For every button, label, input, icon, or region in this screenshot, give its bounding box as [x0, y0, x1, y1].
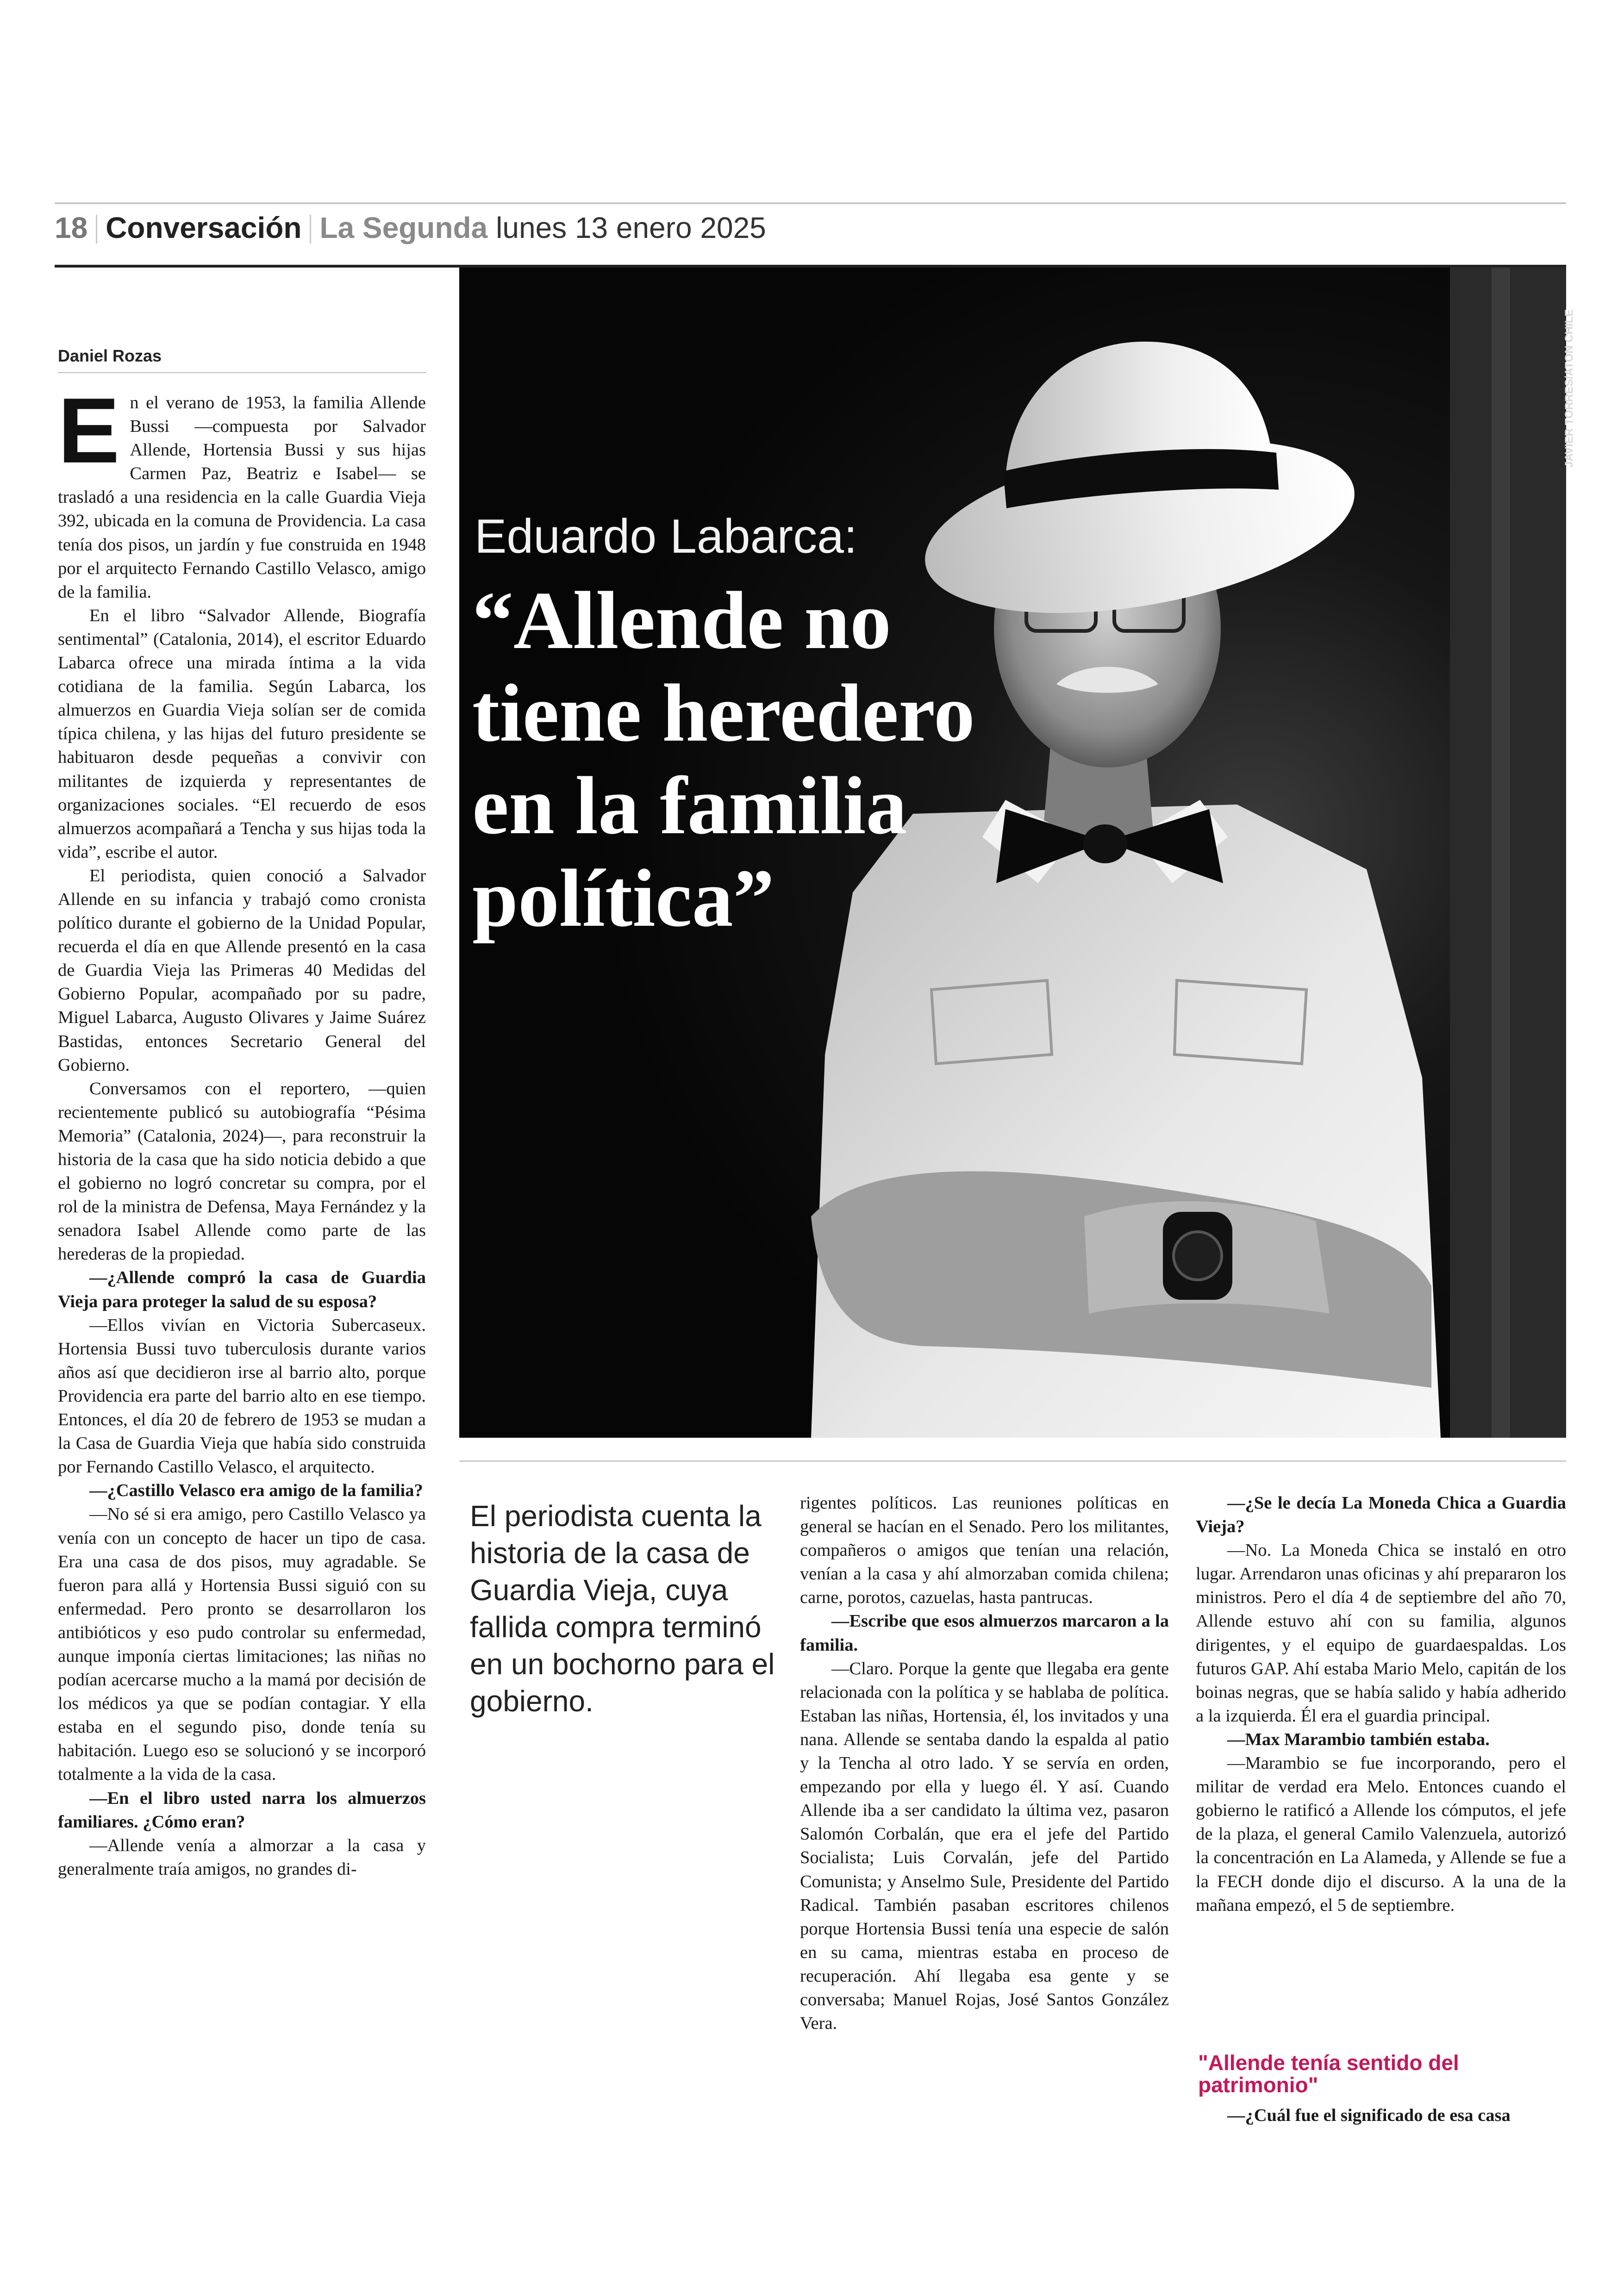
- interview-question: —¿Castillo Velasco era amigo de la familia?: [89, 1481, 423, 1501]
- title-kicker: Eduardo Labarca:: [475, 510, 857, 563]
- article-column-2: [800, 1491, 1169, 2035]
- headline: “Allende no tiene heredero en la familia política”: [472, 574, 975, 944]
- paragraph: El periodista, quien conoció a Salvador Allende en su infancia y trabajó como cronista político durante el gobierno de la Unidad Popular, recuerda el día en que Allende presentó en la casa de Guardia Vieja las Primeras 40 Medidas del Gobierno Popular, acompañado por su padre, Miguel Labarca, Augusto Olivares y Jaime Suárez Bastidas, entonces Secretario General del Gobierno.: [58, 866, 426, 1075]
- paragraph: En el libro “Salvador Allende, Biografía sentimental” (Catalonia, 2014), el escritor Eduardo Labarca ofrece una mirada íntima a la vida cotidiana de la familia. Según Labarca, los almuerzos en Guardia Vieja solían ser de comida típica chilena, y las hijas del futuro presidente se habituaron desde pequeñas a convivir con militantes de izquierda y representantes de organizaciones sociales. “El recuerdo de esos almuerzos acompañará a Tencha y sus hijas toda la vida”, escribe el autor.: [58, 605, 426, 862]
- paragraph: rigentes políticos. Las reuniones políticas en general se hacían en el Senado. Pero los militantes, compañeros o amigos que tenían una relación, venían a la casa y ahí almorzaban comida chilena; carne, porotos, cazuelas, hasta pantrucas.: [800, 1493, 1169, 1608]
- subheading: "Allende tenía sentido del patrimonio": [1198, 2051, 1459, 2097]
- page-number: 18: [55, 211, 88, 244]
- interview-question: —¿Se le decía La Moneda Chica a Guardia Vieja?: [1196, 1493, 1566, 1537]
- byline-rule: [58, 372, 426, 373]
- header-separator: [310, 215, 311, 243]
- article-column-3: [1196, 1491, 1566, 1917]
- paragraph: —Claro. Porque la gente que llegaba era gente relacionada con la política y se hablaba de política. Estaban las niñas, Hortensia, él, los invitados y una nana. Allende se sentaba dando la espalda al patio y la Tencha al otro lado. Y se servía en orden, empezando por ella y luego él. Y así. Cuando Allende iba a ser candidato la última vez, pasaron Salomón Corbalán, que era el jefe del Partido Socialista; Luis Corvalán, jefe del Partido Comunista; y Anselmo Sule, Presidente del Partido Radical. También pasaban escritores chilenos porque Hortensia Bussi tenía una especie de salón en su cama, mientras estaba en proceso de recuperación. Ahí llegaba esa gente y se conversaba; Manuel Rojas, José Santos González Vera.: [800, 1659, 1169, 2033]
- header-separator: [96, 215, 97, 243]
- interview-question: —Escribe que esos almuerzos marcaron a la familia.: [800, 1611, 1169, 1655]
- article-column-3-continued: [1196, 2104, 1566, 2127]
- page-header: [55, 211, 766, 248]
- deck: El periodista cuenta la historia de la casa de Guardia Vieja, cuya fallida compra terminó en un bochorno para el gobierno.: [470, 1499, 775, 1718]
- drop-cap: E: [58, 379, 120, 482]
- paragraph: —Ellos vivían en Victoria Subercaseux. Hortensia Bussi tuvo tuberculosis durante varios años así que decidieron irse al barrio alto, porque Providencia era parte del barrio alto en ese tiempo. Entonces, el día 20 de febrero de 1953 se mudan a la Casa de Guardia Vieja que había sido construida por Fernando Castillo Velasco, el arquitecto.: [58, 1315, 426, 1477]
- paragraph: —Allende venía a almorzar a la casa y generalmente traía amigos, no grandes di-: [58, 1835, 426, 1879]
- header-top-rule: [55, 202, 1566, 204]
- paragraph: —No sé si era amigo, pero Castillo Velasco ya venía con un concepto de hacer un tipo de casa. Era una casa de dos pisos, muy agradable. Se fueron para allá y Hortensia Bussi siguió con su enfermedad. Pero pronto se desarrollaron los antibióticos y eso pudo controlar su enfermedad, aunque imponía ciertas limitaciones; las niñas no podían acercarse mucho a la mamá por decisión de los médicos ya que se podían contagiar. Y ella estaba en el segundo piso, donde tenía su habitación. Luego eso se solucionó y se incorporó totalmente a la vida de la casa.: [58, 1504, 426, 1784]
- issue-date: lunes 13 enero 2025: [496, 211, 766, 244]
- byline: Daniel Rozas: [58, 346, 162, 365]
- section-name: Conversación: [106, 211, 302, 244]
- interview-question: —¿Cuál fue el significado de esa casa: [1227, 2106, 1511, 2125]
- interview-question: —En el libro usted narra los almuerzos familiares. ¿Cómo eran?: [58, 1788, 426, 1832]
- photo-credit: JAVIER TORRES/ATON CHILE: [1563, 309, 1575, 468]
- paragraph: —Marambio se fue incorporando, pero el militar de verdad era Melo. Entonces cuando el gobierno le ratificó a Allende los cómputos, el jefe de la plaza, el general Camilo Valenzuela, autorizó la concentración en La Alameda, y Allende se fue a la FECH donde dijo el discurso. A la una de la mañana empezó, el 5 de septiembre.: [1196, 1753, 1566, 1915]
- paragraph: Conversamos con el reportero, —quien recientemente publicó su autobiografía “Pésima Memoria” (Catalonia, 2024)—, para reconstruir la historia de la casa que ha sido noticia debido a que el gobierno no logró concretar su compra, por el rol de la ministra de Defensa, Maya Fernández y la senadora Isabel Allende como parte de las herederas de la propiedad.: [58, 1079, 426, 1264]
- paragraph: —No. La Moneda Chica se instaló en otro lugar. Arrendaron unas oficinas y ahí prepararon los ministros. Pero el día 4 de septiembre del año 70, Allende estuvo ahí con su familia, algunos dirigentes, y el equipo de guardaespaldas. Los futuros GAP. Ahí estaba Mario Melo, capitán de los boinas negras, que se había salido y había adherido a la izquierda. Él era el guardia principal.: [1196, 1540, 1566, 1726]
- interview-question: —Max Marambio también estaba.: [1227, 1729, 1490, 1749]
- publication-name: La Segunda: [319, 211, 488, 244]
- interview-question: —¿Allende compró la casa de Guardia Vieja para proteger la salud de su esposa?: [58, 1268, 426, 1311]
- article-column-1: [58, 379, 426, 1881]
- lead-paragraph: n el verano de 1953, la familia Allende Bussi —compuesta por Salvador Allende, Hortensia Bussi y sus hijas Carmen Paz, Beatriz e Isabel— se trasladó a una residencia en la calle Guardia Vieja 392, ubicada en la comuna de Providencia. La casa tenía dos pisos, un jardín y fue construida en 1948 por el arquitecto Fernando Castillo Velasco, amigo de la familia.: [58, 393, 426, 602]
- deck-rule: [459, 1460, 1566, 1462]
